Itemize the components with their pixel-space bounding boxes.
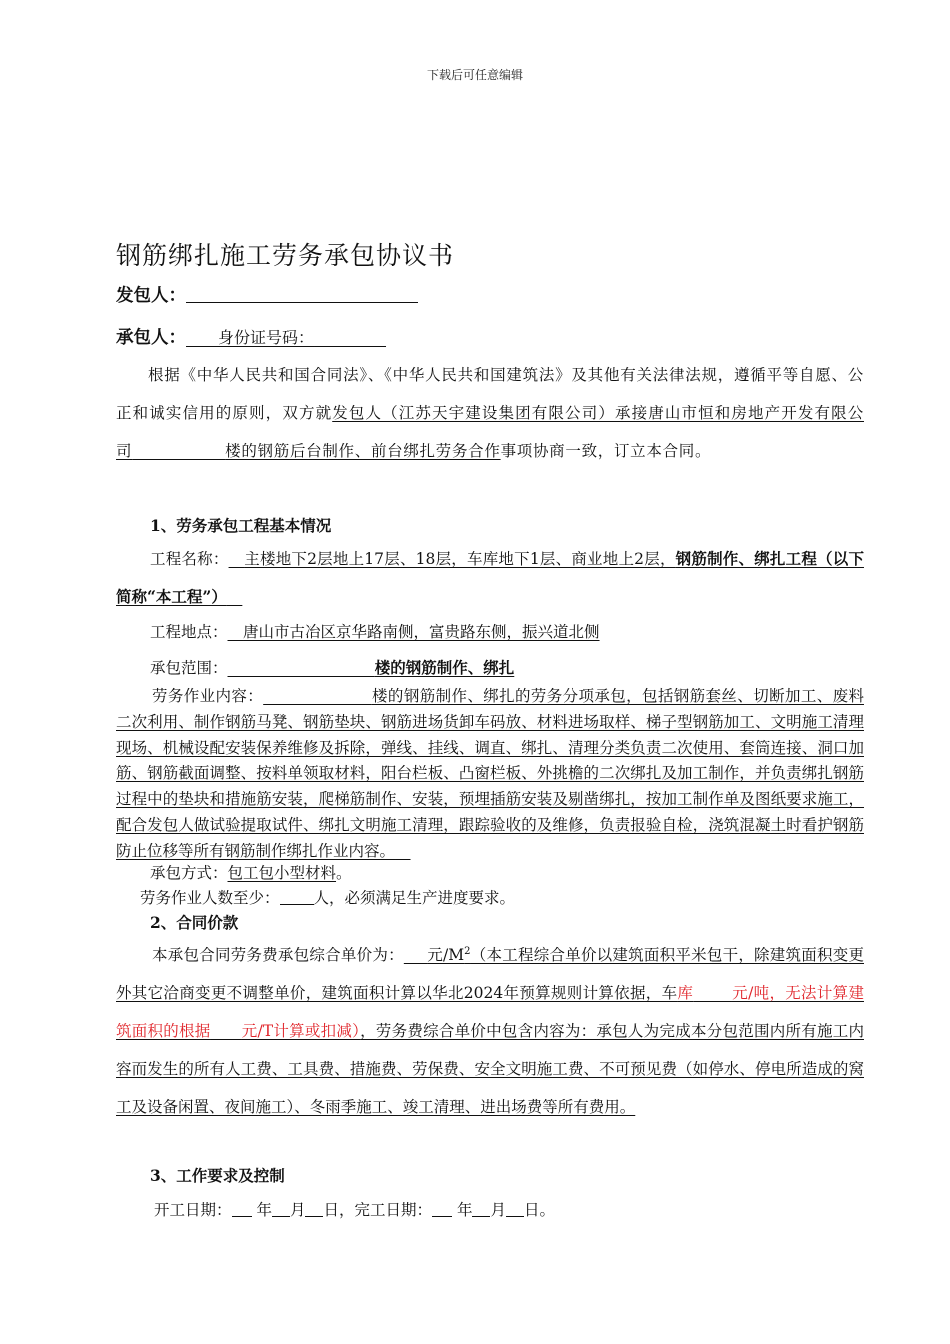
project-name-value: 主楼地下2层地上17层、18层，车库地下1层、商业地上2层，钢筋制作、绑扎工程（以下简称“本工程”） [116, 549, 864, 606]
start-year-blank[interactable] [232, 1201, 252, 1218]
party-a-blank[interactable] [186, 285, 418, 304]
contract-mode-line [150, 861, 352, 883]
contract-mode-label: 承包方式： [150, 864, 228, 882]
project-name-label: 工程名称： [150, 550, 229, 568]
contract-mode-value: 包工包小型材料 [227, 864, 337, 882]
scope-line [150, 656, 514, 678]
party-b-line [116, 324, 386, 349]
start-day-label: 日 [323, 1201, 339, 1219]
workers-line [140, 886, 515, 908]
work-content-paragraph [116, 684, 864, 865]
start-date-label: 开工日期： [154, 1201, 232, 1219]
project-site-label: 工程地点： [150, 623, 228, 641]
intro-paragraph [116, 356, 864, 470]
intro-text-4: 事项协商一致，订立本合同。 [500, 442, 712, 460]
work-content-label: 劳务作业内容： [152, 687, 264, 705]
project-name-paragraph [116, 540, 864, 616]
section-2-heading: 2、合同价款 [150, 913, 239, 932]
end-month-label: 月 [490, 1201, 506, 1219]
start-month-blank[interactable] [272, 1201, 290, 1218]
dates-period: 。 [539, 1201, 556, 1219]
project-site-value: 唐山市古冶区京华路南侧，富贵路东侧，振兴道北侧 [243, 623, 600, 641]
end-date-label: ，完工日期： [339, 1201, 433, 1219]
contract-mode-end: 。 [336, 864, 352, 882]
start-day-blank[interactable] [305, 1201, 323, 1218]
start-year-label: 年 [256, 1201, 272, 1219]
scope-label: 承包范围： [150, 659, 228, 677]
end-day-blank[interactable] [506, 1201, 524, 1218]
party-a-label: 发包人： [116, 286, 186, 306]
id-label: 身份证号码： [218, 328, 315, 347]
end-day-label: 日 [523, 1201, 540, 1219]
header-note: 下载后可任意编辑 [426, 68, 523, 82]
workers-blank[interactable] [280, 889, 314, 906]
work-content-value: 楼的钢筋制作、绑扎的劳务分项承包，包括钢筋套丝、切断加工、废料二次利用、制作钢筋马凳、钢筋垫块、钢筋进场货卸车码放、材料进场取样、梯子型钢筋加工、文明施工清理现场、机械设配安装保养维修及拆除，弹线、挂线、调直、绑扎、清理分类负责二次使用、套筒连接、洞口加筋、钢筋截面调整、按料单领取材料，阳台栏板、凸窗栏板、外挑檐的二次绑扎及加工制作，并负责绑扎钢筋过程中的垫块和措施筋安装，爬梯筋制作、安装，预埋插筋安装及剔凿绑扎，按加工制作单及图纸要求施工，配合发包人做试验提取试件、绑扎文明施工清理，跟踪验收的及维修，负责报验自检，浇筑混凝土时看护钢筋防止位移等所有钢筋制作绑扎作业内容。 [116, 687, 864, 860]
party-b-label: 承包人： [116, 328, 186, 348]
intro-text-2: 发包人（江苏天宇建设集团有限公司）承接唐山市恒和房地产开发有限公司 [116, 404, 864, 460]
intro-blank[interactable] [132, 442, 225, 460]
end-month-blank[interactable] [472, 1201, 490, 1218]
start-month-label: 月 [289, 1201, 306, 1219]
intro-text-1: 根据《中华人民共和国合同法》、《中华人民共和国建筑法》及其他有关法律法规，遵循平等自愿、公正和诚实信用的原则，双方就 [116, 366, 864, 422]
workers-label: 劳务作业人数至少： [140, 889, 280, 907]
section-1-heading: 1、劳务承包工程基本情况 [150, 516, 332, 535]
end-year-blank[interactable] [432, 1201, 452, 1218]
party-a-line [116, 282, 418, 307]
end-year-label: 年 [456, 1201, 473, 1219]
price-paragraph [116, 936, 864, 1126]
scope-value: 楼的钢筋制作、绑扎 [374, 658, 515, 677]
section-3-heading: 3、工作要求及控制 [150, 1166, 285, 1185]
intro-text-3: 楼的钢筋后台制作、前台绑扎劳务合作 [225, 442, 501, 460]
party-b-id-field[interactable] [186, 328, 386, 347]
price-lead: 本承包合同劳务费承包综合单价为： [152, 946, 404, 964]
page-title: 钢筋绑扎施工劳务承包协议书 [116, 241, 455, 270]
dates-line [154, 1198, 555, 1220]
workers-suffix: 人，必须满足生产进度要求。 [313, 889, 516, 907]
price-text: 元$/M^2$（本工程综合单价以建筑面积平米包干，除建筑面积变更外其它洽商变更不调整单价，建筑面积计算以华北2024年预算规则计算依据，车库 元/吨，无法计算建筑面积的根据 元/T计算或扣减），劳务费综合单价中包含内容为：承包人为完成本分包范围内所有施工内容而发生的所有人工费、工具费、措施费、劳保费、安全文明施工费、不可预见费（如停水、停电所造成的窝工及设备闲置、夜间施工）、冬雨季施工、竣工清理、进出场费等所有费用。 [116, 945, 864, 1116]
project-site-line [150, 620, 600, 642]
